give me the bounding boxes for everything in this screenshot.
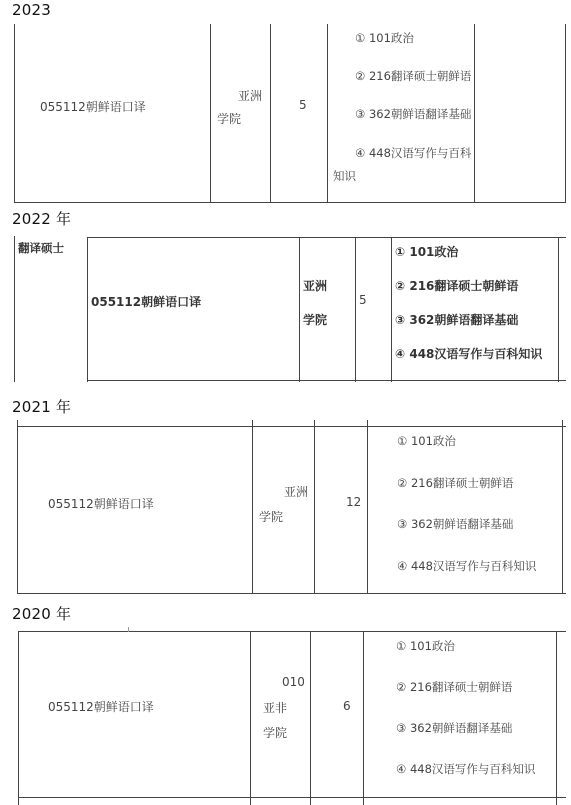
college-cell-line1: 010	[282, 675, 305, 689]
table-border-left	[17, 420, 18, 594]
table-border-bottom	[14, 202, 566, 203]
column-divider	[299, 237, 300, 382]
table-border-top	[87, 237, 566, 238]
column-divider	[363, 631, 364, 805]
subject-1: ① 101政治	[395, 245, 459, 259]
column-divider	[474, 24, 475, 203]
column-divider	[310, 631, 311, 805]
year-heading-2020: 2020 年	[12, 605, 72, 623]
column-divider	[87, 237, 88, 382]
subject-1: ① 101政治	[355, 31, 414, 45]
subject-2: ② 216翻译硕士朝鲜语	[355, 69, 472, 83]
college-cell-line2: 学院	[303, 313, 328, 327]
college-cell-line1: 亚洲	[284, 485, 309, 499]
table-border-left	[14, 236, 15, 382]
college-cell-line1: 亚洲	[238, 89, 263, 103]
year-heading-2021: 2021 年	[12, 398, 72, 416]
major-cell: 055112朝鲜语口译	[40, 100, 146, 114]
column-divider	[270, 24, 271, 203]
table-border-left	[18, 631, 19, 805]
table-border-bottom	[18, 797, 566, 798]
subject-3: ③ 362朝鲜语翻译基础	[397, 517, 514, 531]
subject-4-cont: 知识	[333, 169, 356, 183]
table-border-left	[14, 24, 15, 203]
column-divider	[314, 420, 315, 594]
subject-3: ③ 362朝鲜语翻译基础	[395, 313, 519, 327]
major-cell: 055112朝鲜语口译	[91, 295, 202, 309]
column-divider	[556, 631, 557, 805]
table-border-bottom	[17, 593, 566, 594]
table-border-top	[18, 631, 566, 632]
column-divider	[355, 237, 356, 382]
column-divider	[562, 420, 563, 594]
subject-4: ④ 448汉语写作与百科知识	[395, 347, 543, 361]
table-border-right	[565, 24, 566, 203]
college-cell-line3: 学院	[263, 726, 288, 740]
subject-1: ① 101政治	[397, 434, 456, 448]
subject-2: ② 216翻译硕士朝鲜语	[395, 279, 519, 293]
quota-cell: 12	[346, 495, 362, 509]
column-divider	[327, 24, 328, 203]
column-divider	[558, 237, 559, 382]
column-divider	[210, 24, 211, 203]
subject-1: ① 101政治	[396, 639, 455, 653]
subject-4: ④ 448汉语写作与百科知识	[396, 762, 536, 776]
table-border-top	[17, 426, 566, 427]
degree-category-cell: 翻译硕士	[18, 241, 64, 255]
subject-4: ④ 448汉语写作与百科知识	[397, 559, 537, 573]
college-cell-line2: 学院	[259, 510, 284, 524]
subject-4: ④ 448汉语写作与百科	[355, 146, 472, 160]
subject-3: ③ 362朝鲜语翻译基础	[355, 107, 472, 121]
year-heading-2023: 2023	[12, 1, 51, 19]
year-heading-2022: 2022 年	[12, 210, 72, 228]
column-tick	[128, 627, 129, 632]
table-border-bottom	[87, 380, 566, 381]
column-divider	[391, 237, 392, 382]
quota-cell: 5	[299, 98, 307, 112]
college-cell-line2: 亚非	[263, 701, 288, 715]
quota-cell: 6	[343, 699, 351, 713]
subject-2: ② 216翻译硕士朝鲜语	[396, 680, 513, 694]
column-divider	[367, 420, 368, 594]
college-cell-line2: 学院	[217, 112, 242, 126]
column-divider	[250, 631, 251, 805]
subject-3: ③ 362朝鲜语翻译基础	[396, 721, 513, 735]
column-divider	[252, 420, 253, 594]
major-cell: 055112朝鲜语口译	[48, 497, 154, 511]
subject-2: ② 216翻译硕士朝鲜语	[397, 476, 514, 490]
major-cell: 055112朝鲜语口译	[48, 700, 154, 714]
college-cell-line1: 亚洲	[303, 279, 328, 293]
quota-cell: 5	[359, 293, 367, 307]
